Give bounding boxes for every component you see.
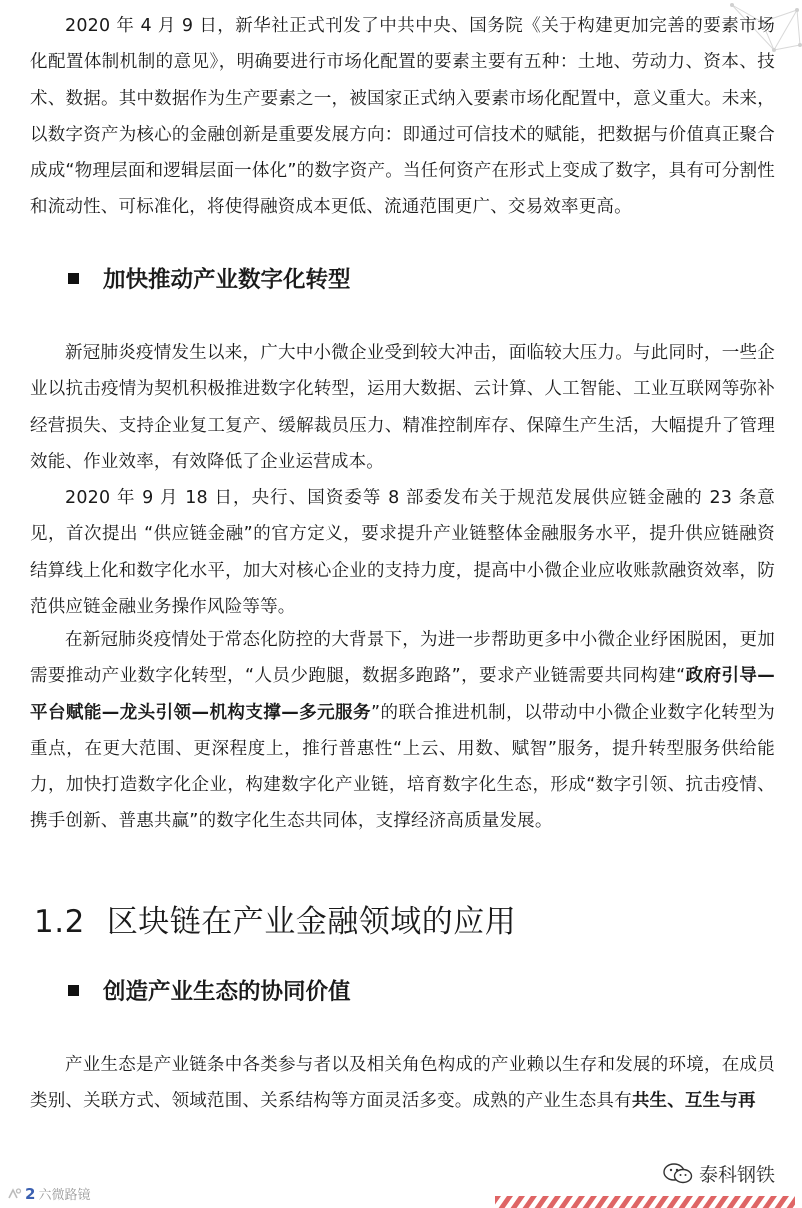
bold-emphasis: 共生、互生与再	[631, 1091, 756, 1112]
page-number: 2	[25, 1184, 36, 1203]
subheading-industry-digitalization	[68, 262, 351, 294]
square-bullet-icon	[68, 273, 79, 284]
section-title	[34, 896, 516, 941]
subheading-ecosystem-value	[68, 974, 351, 1006]
paragraph-supply-chain-finance: 2020 年 9 月 18 日，央行、国资委等 8 部委发布关于规范发展供应链金融的 23 条意见，首次提出 “供应链金融”的官方定义，要求提升产业链整体金融服务水平，提升供应链融资结算线上化和数字化水平，加大对核心企业的支持力度，提高中小微企业应收账款融资效率，防范供应链金融业务操作风险等等。	[30, 488, 775, 617]
section-title-text: 区块链在产业金融领域的应用	[106, 904, 517, 940]
bold-emphasis: 政府引导—平台赋能—龙头引领—机构支撑—多元服务	[30, 666, 776, 723]
stripe-decoration-icon	[495, 1196, 795, 1208]
paragraph-text-part: 在新冠肺炎疫情处于常态化防控的大背景下，为进一步帮助更多中小微企业纾困脱困，更加需要推动产业数字化转型，“人员少跑腿，数据多跑路”，要求产业链需要共同构建“	[30, 630, 775, 687]
paragraph-text-part: 产业生态是产业链条中各类参与者以及相关角色构成的产业赖以生存和发展的环境，在成员类别、关联方式、领域范围、关系结构等方面灵活多变。成熟的产业生态具有	[30, 1055, 775, 1112]
paragraph-digital-transformation	[30, 622, 775, 840]
paragraph-data-elements: 2020 年 4 月 9 日，新华社正式刊发了中共中央、国务院《关于构建更加完善的要素市场化配置体制机制的意见》，明确要进行市场化配置的要素主要有五种：土地、劳动力、资本、技术、数据。其中数据作为生产要素之一，被国家正式纳入要素市场化配置中，意义重大。未来，以数字资产为核心的金融创新是重要发展方向：即通过可信技术的赋能，把数据与价值真正聚合成成“物理层面和逻辑层面一体化”的数字资产。当任何资产在形式上变成了数字，具有可分割性和流动性、可标准化，将使得融资成本更低、流通范围更广、交易效率更高。	[30, 16, 775, 218]
paragraph-industry-ecosystem	[30, 1047, 775, 1120]
square-bullet-icon	[68, 985, 79, 996]
watermark-account-name: 泰科钢铁	[699, 1164, 776, 1186]
brand-logo-icon	[6, 1186, 22, 1202]
section-number: 1.2	[34, 904, 85, 940]
footer-brand-text: 六微路镜	[38, 1188, 91, 1203]
paragraph-covid-impact: 新冠肺炎疫情发生以来，广大中小微企业受到较大冲击，面临较大压力。与此同时，一些企业以抗击疫情为契机积极推进数字化转型，运用大数据、云计算、人工智能、工业互联网等弥补经营损失、支持企业复工复产、缓解裁员压力、精准控制库存、保障生产生活，大幅提升了管理效能、作业效率，有效降低了企业运营成本。	[30, 343, 775, 472]
subheading-text: 创造产业生态的协同价值	[103, 979, 351, 1005]
paragraph-text-part: ”的联合推进机制，以带动中小微企业数字化转型为重点，在更大范围、更深程度上，推行普惠性“上云、用数、赋智”服务，提升转型服务供给能力，加快打造数字化企业，构建数字化产业链，培育数字化生态，形成“数字引领、抗击疫情、携手创新、普惠共赢”的数字化生态共同体，支撑经济高质量发展。	[30, 702, 775, 832]
wechat-icon	[663, 1162, 693, 1186]
wechat-watermark	[663, 1160, 775, 1187]
page-footer	[6, 1184, 90, 1203]
subheading-text: 加快推动产业数字化转型	[103, 267, 351, 293]
